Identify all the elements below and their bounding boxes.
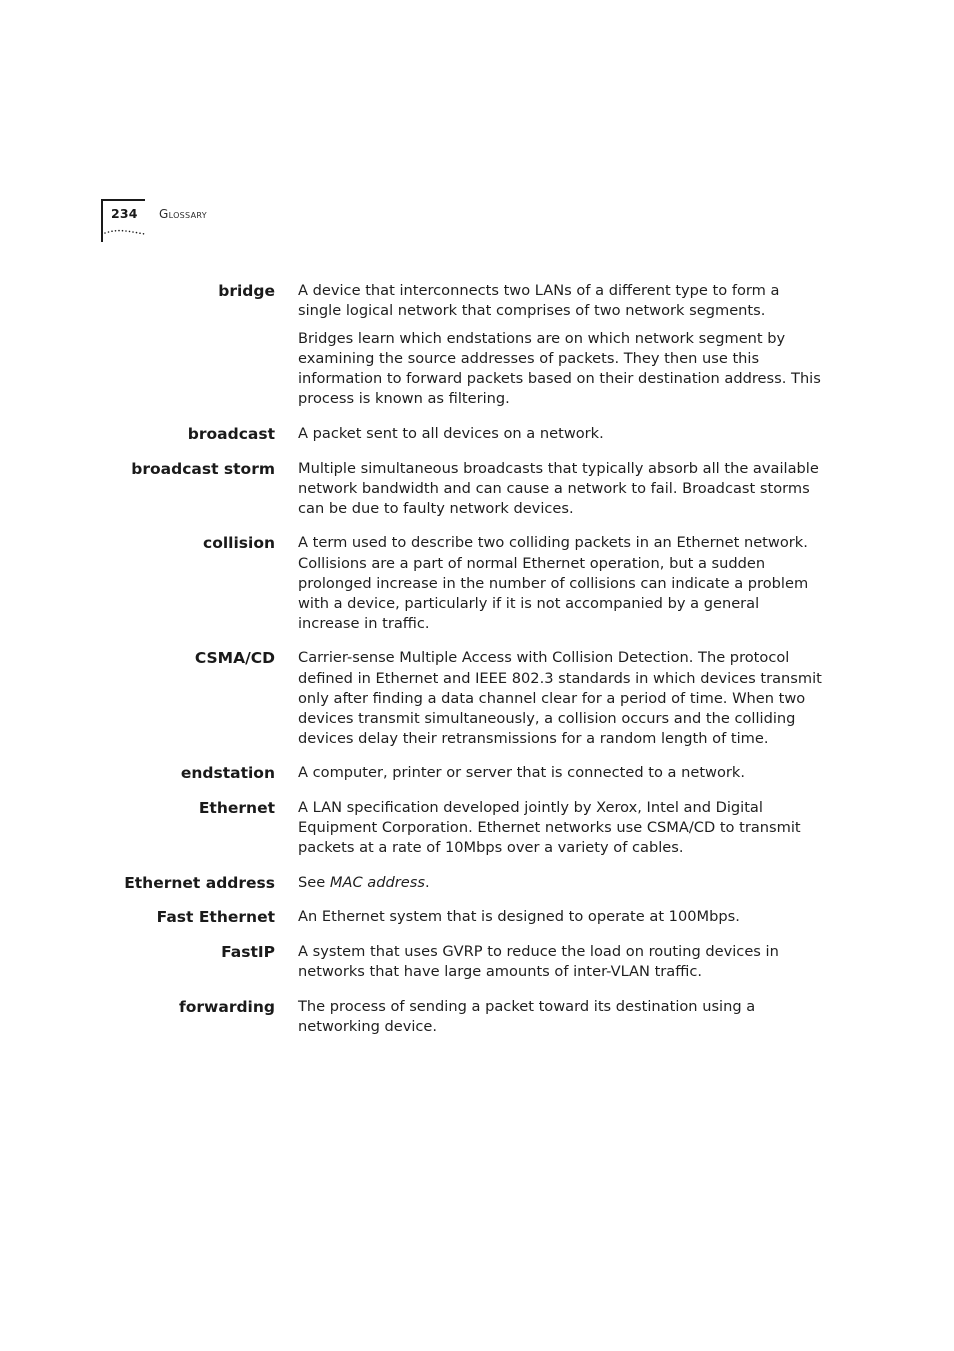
glossary-entry-broadcast xyxy=(0,424,954,444)
definition-paragraph: Carrier-sense Multiple Access with Collision Detection. The protocol defined in Ethernet and IEEE 802.3 standards in which devices transmit only after finding a data channel clear for a period of time. When two devices transmit simultaneously, a collision occurs and the colliding devices delay their retransmissions for a random length of time. xyxy=(298,649,822,747)
glossary-entry-collision xyxy=(0,533,954,633)
definition-paragraph: Multiple simultaneous broadcasts that typically absorb all the available network bandwidth and can cause a network to fail. Broadcast storms can be due to faulty network devices. xyxy=(298,459,819,517)
glossary-term: broadcast storm xyxy=(131,459,275,478)
glossary-entry-ethernet xyxy=(0,798,954,858)
glossary-entry-forwarding xyxy=(0,997,954,1037)
glossary-term: collision xyxy=(203,534,275,553)
glossary-definition xyxy=(298,648,824,748)
see-reference-link: MAC address xyxy=(329,873,425,891)
definition-paragraph: A system that uses GVRP to reduce the load on routing devices in networks that have large amounts of inter-VLAN traffic. xyxy=(298,942,779,981)
glossary-term: endstation xyxy=(180,764,275,783)
glossary-entry-csma-cd xyxy=(0,648,954,748)
glossary-term: FastIP xyxy=(221,942,275,961)
dotted-ornament-icon xyxy=(104,225,146,237)
running-head: Glossary xyxy=(159,207,207,221)
glossary-definition xyxy=(298,533,824,633)
glossary-term: forwarding xyxy=(179,997,275,1016)
glossary-term: Fast Ethernet xyxy=(156,908,275,927)
glossary-definition xyxy=(298,873,824,893)
page-box-vertical-rule xyxy=(101,199,103,242)
definition-paragraph: A term used to describe two colliding packets in an Ethernet network. Collisions are a part of normal Ethernet operation, but a sudden prolonged increase in the number of collisions can indicate a problem with a device, particularly if it is not accompanied by a general increase in traffic. xyxy=(298,534,809,632)
glossary-definition xyxy=(298,997,824,1037)
glossary-entry-broadcast-storm xyxy=(0,459,954,519)
glossary-list xyxy=(0,281,954,1051)
definition-paragraph: A LAN specification developed jointly by Xerox, Intel and Digital Equipment Corporation. Ethernet networks use CSMA/CD to transmit packets at a rate of 10Mbps over a variety of cables. xyxy=(298,798,801,857)
glossary-definition xyxy=(298,763,824,783)
definition-paragraph: An Ethernet system that is designed to operate at 100Mbps. xyxy=(298,908,740,926)
page-header xyxy=(101,199,301,243)
page-box-horizontal-rule xyxy=(101,199,145,201)
definition-paragraph: A packet sent to all devices on a network. xyxy=(298,425,604,443)
glossary-definition xyxy=(298,459,824,519)
glossary-definition xyxy=(298,424,824,444)
glossary-definition xyxy=(298,942,824,982)
see-prefix: See xyxy=(298,873,330,891)
glossary-term: bridge xyxy=(218,282,275,300)
page-number: 234 xyxy=(111,206,138,221)
definition-paragraph: A computer, printer or server that is connected to a network. xyxy=(298,764,745,782)
glossary-entry-bridge xyxy=(0,281,954,410)
page-number-box xyxy=(101,199,145,242)
definition-paragraph: Bridges learn which endstations are on which network segment by examining the source addresses of packets. They then use this information to forward packets based on their destination address. This process is known as filtering. xyxy=(298,330,821,408)
glossary-entry-fastip xyxy=(0,942,954,982)
see-suffix: . xyxy=(424,873,430,891)
glossary-term: CSMA/CD xyxy=(194,649,275,668)
definition-paragraph: The process of sending a packet toward its destination using a networking device. xyxy=(298,997,756,1035)
glossary-definition xyxy=(298,798,824,858)
glossary-definition xyxy=(298,907,824,927)
glossary-term: Ethernet xyxy=(198,798,275,817)
glossary-definition xyxy=(298,281,824,410)
glossary-entry-ethernet-address xyxy=(0,873,954,893)
glossary-entry-fast-ethernet xyxy=(0,907,954,927)
glossary-entry-endstation xyxy=(0,763,954,783)
glossary-term: broadcast xyxy=(187,425,275,444)
definition-paragraph: A device that interconnects two LANs of a different type to form a single logical network that comprises of two network segments. xyxy=(298,282,780,320)
see-reference xyxy=(298,873,824,893)
glossary-term: Ethernet address xyxy=(124,873,275,892)
